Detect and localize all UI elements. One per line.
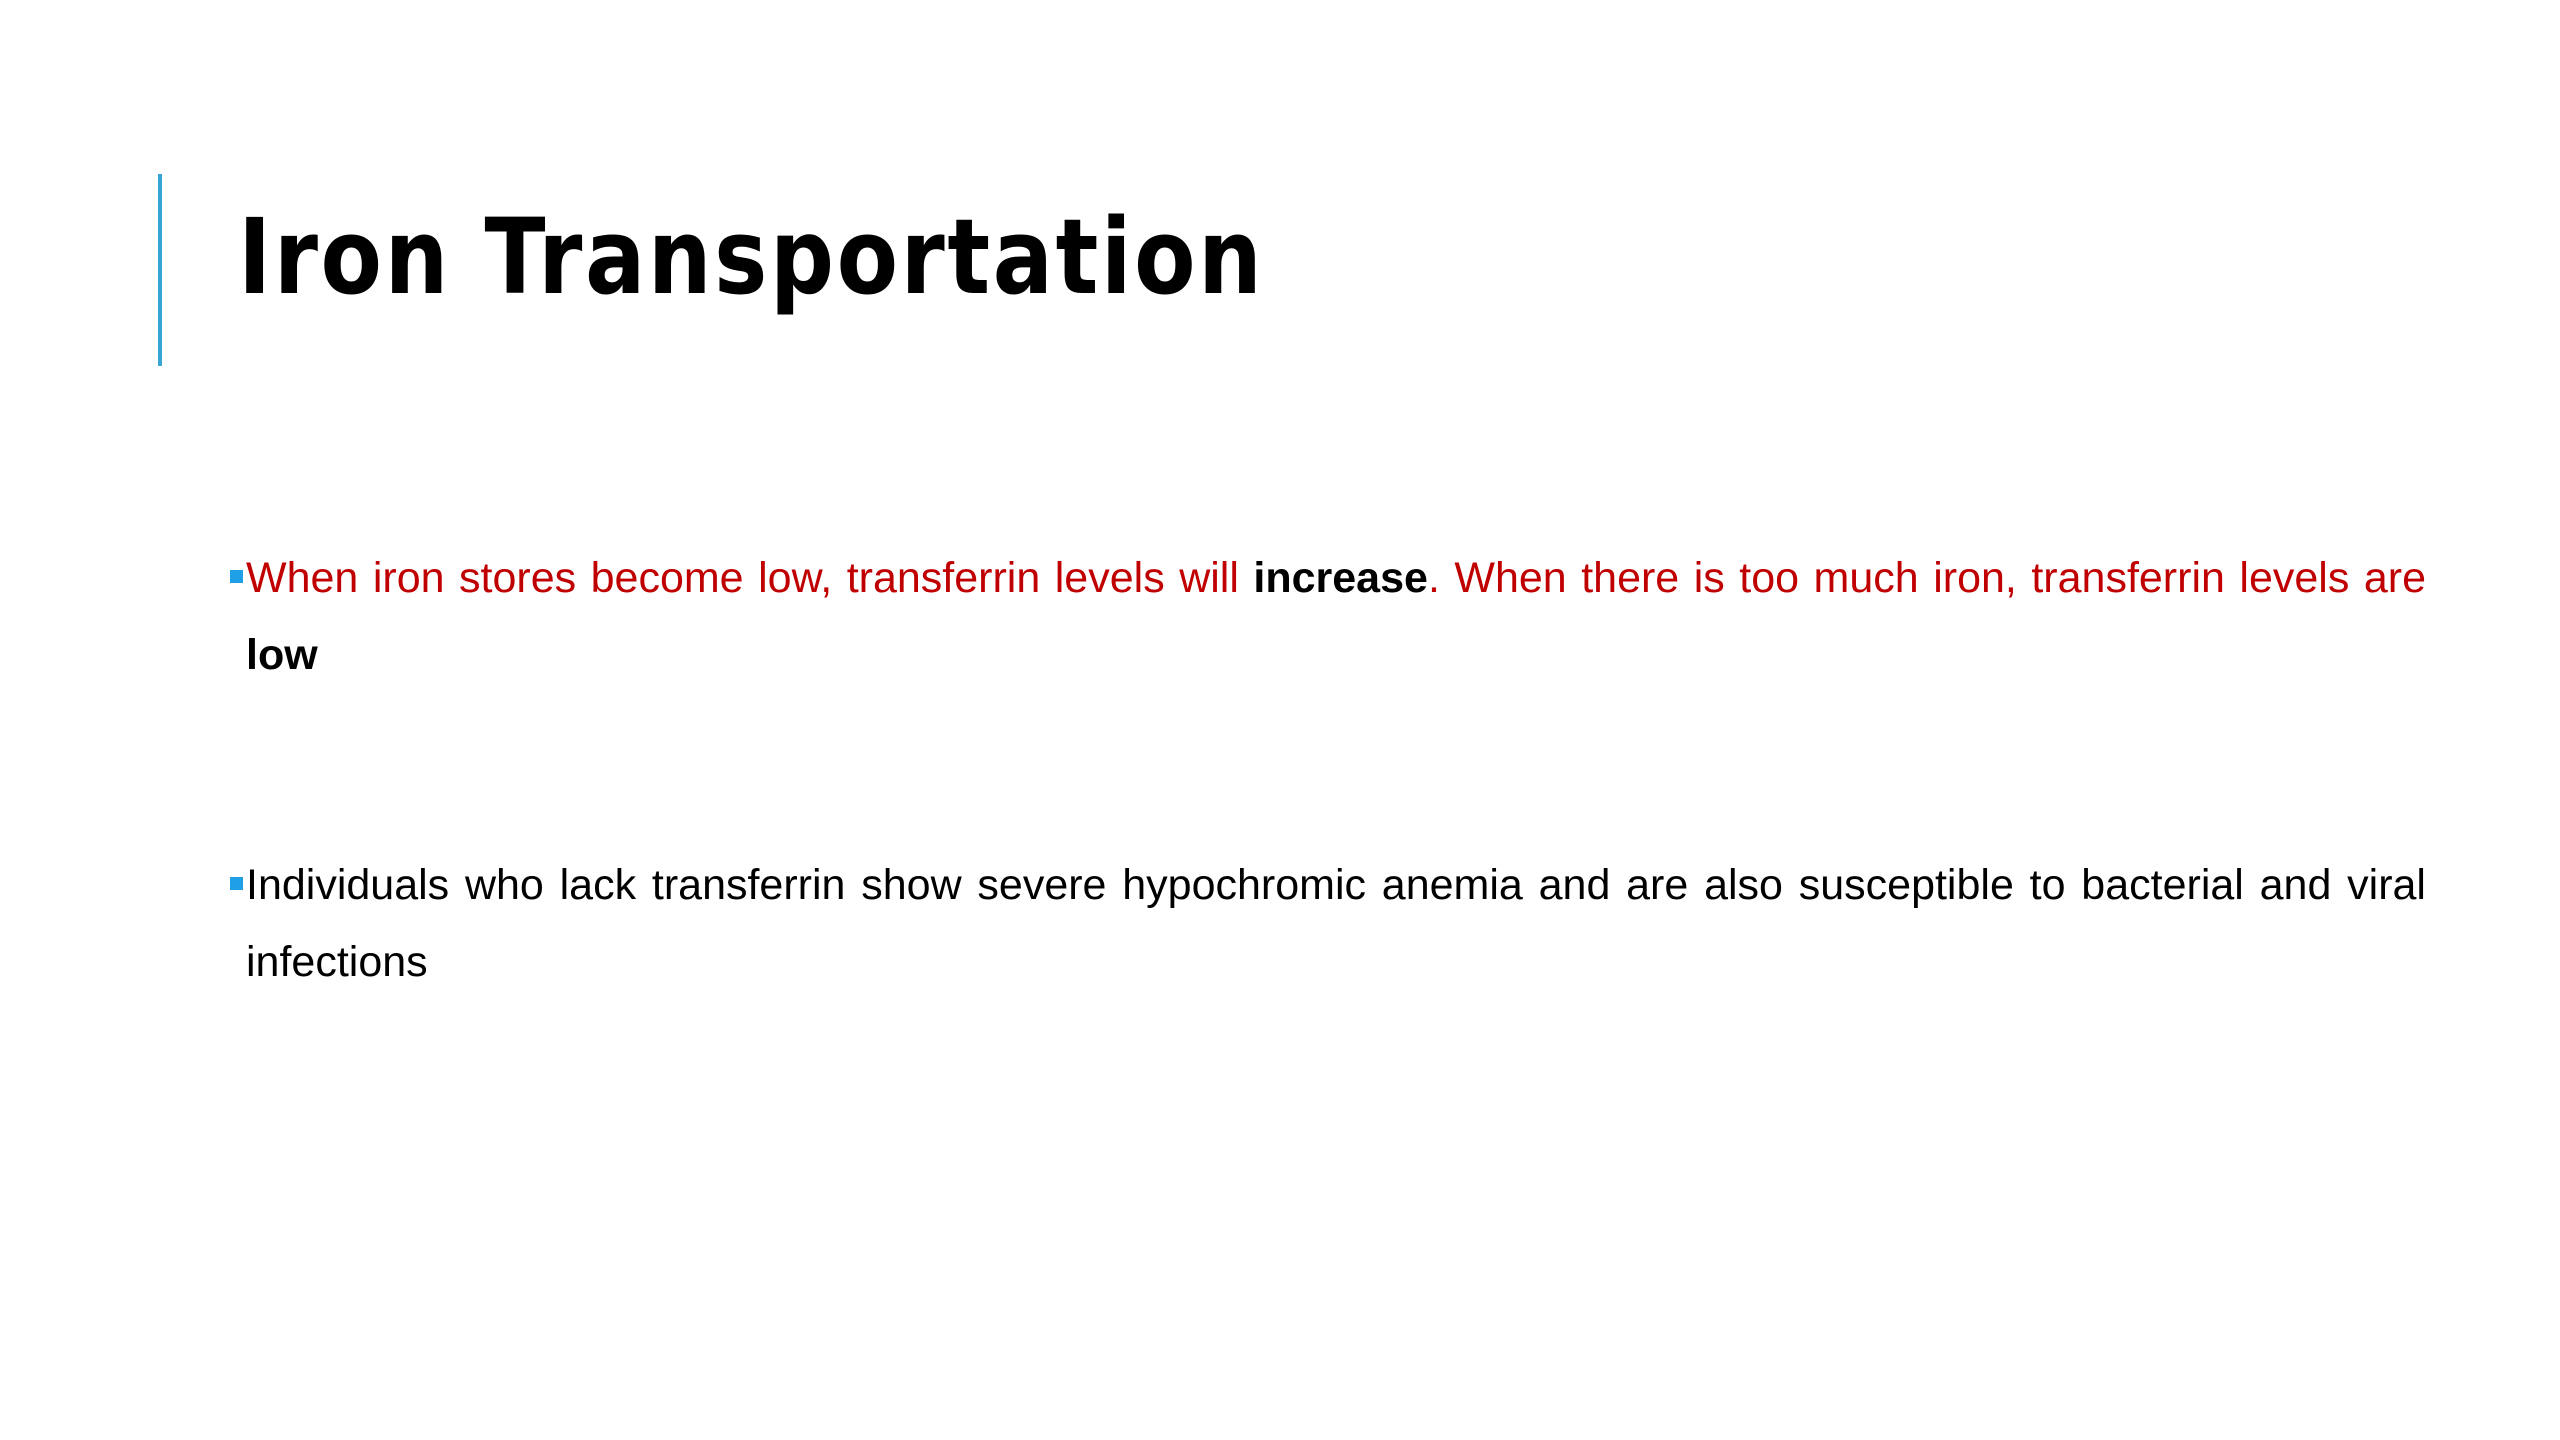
bullet-text-bold: low bbox=[246, 631, 318, 679]
bullet-text-red: When iron stores become low, transferrin levels will bbox=[246, 554, 1254, 602]
bullet-item-transferrin-deficiency bbox=[246, 847, 2426, 1001]
bullet-text-bold: increase bbox=[1253, 554, 1428, 602]
square-bullet-icon bbox=[230, 570, 243, 583]
slide-title: Iron Transportation bbox=[238, 196, 1265, 318]
bullet-text: Individuals who lack transferrin show severe hypochromic anemia and are also susceptible to bacterial and viral infections bbox=[246, 861, 2426, 986]
bullet-item-transferrin-levels bbox=[246, 540, 2426, 694]
bullet-text-red: . When there is too much iron, transferrin levels are bbox=[1427, 554, 2426, 602]
title-accent-bar bbox=[158, 174, 162, 366]
square-bullet-icon bbox=[230, 877, 243, 890]
